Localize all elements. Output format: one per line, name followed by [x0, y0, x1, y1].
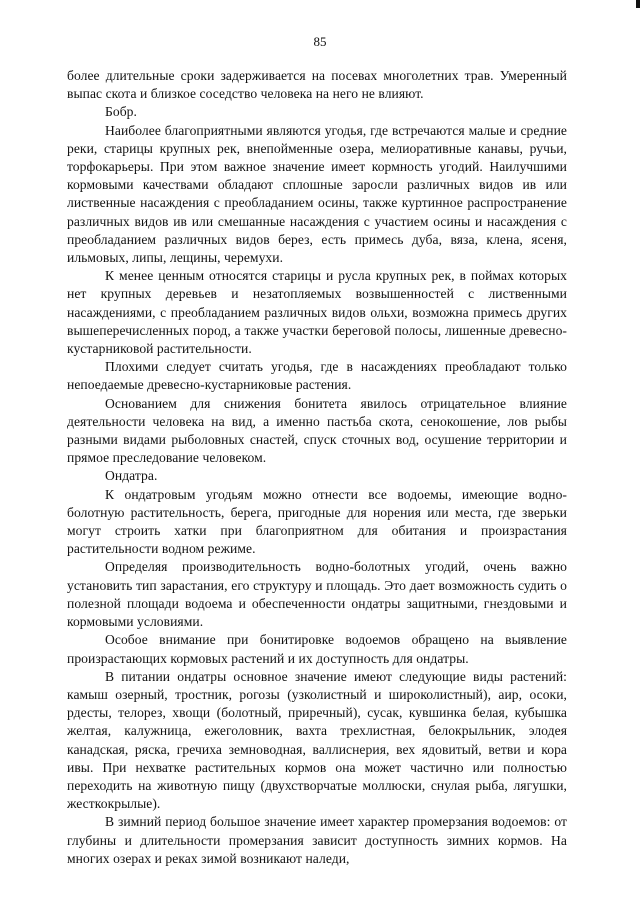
paragraph-continuation: более длительные сроки задерживается на посевах многолетних трав. Умеренный выпас скота и близкое соседство человека на него не влияют. — [67, 68, 567, 102]
section-heading-beaver: Бобр. — [105, 104, 137, 120]
paragraph: В питании ондатры основное значение имеют следующие виды растений: камыш озерный, тростник, рогозы (узколистный и широколистный), аир, осоки, рдесты, телорез, хвощи (болотный, приречный), сусак, кувшинка белая, кубышка желтая, калужница, ежеголовник, вахта трехлистная, белокрыльник, элодея канадская, ряска, гречиха земноводная, валлиснерия, вех ядовитый, ветви и кора ивы. При нехватке растительных кормов она может частично или полностью переходить на животную пищу (двухстворчатые моллюски, снулая рыба, лягушки, жесткокрылые). — [67, 668, 567, 812]
paragraph: Плохими следует считать угодья, где в насаждениях преобладают только непоедаемые древесно-кустарниковые растения. — [67, 359, 567, 393]
paragraph: Определяя производительность водно-болотных угодий, очень важно установить тип зарастания, его структуру и площадь. Это дает возможность судить о полезной площади водоема и обеспеченности ондатры защитными, гнездовыми и кормовыми условиями. — [67, 559, 567, 630]
paragraph: Основанием для снижения бонитета явилось отрицательное влияние деятельности человека на вид, а именно пастьба скота, сенокошение, лов рыбы разными видами рыболовных снастей, спуск сточных вод, осушение территории и прямое преследование человеком. — [67, 395, 567, 466]
paragraph: К менее ценным относятся старицы и русла крупных рек, в поймах которых нет крупных деревьев и незатопляемых возвышенностей с лиственными насаждениями, с преобладанием различных видов ольхи, возможна примесь других вышеперечисленных пород, а также участки береговой полосы, лишенные древесно-кустарниковой растительности. — [67, 268, 567, 357]
document-body — [67, 67, 567, 868]
page-number: 85 — [313, 34, 327, 49]
section-heading-muskrat: Ондатра. — [105, 468, 158, 484]
paragraph: В зимний период большое значение имеет характер промерзания водоемов: от глубины и длительности промерзания зависит доступность зимних кормов. На многих озерах и реках зимой возникают наледи, — [67, 814, 567, 866]
paragraph: Особое внимание при бонитировке водоемов обращено на выявление произрастающих кормовых растений и их доступность для ондатры. — [67, 632, 567, 666]
paragraph: К ондатровым угодьям можно отнести все водоемы, имеющие водно-болотную растительность, берега, пригодные для норения или места, где зверьки могут строить хатки при благоприятном для обитания и произрастания растительности водном режиме. — [67, 486, 567, 557]
paragraph: Наиболее благоприятными являются угодья, где встречаются малые и средние реки, старицы крупных рек, внепойменные озера, мелиоративные канавы, ручьи, торфокарьеры. При этом важное значение имеет кормность угодий. Наилучшими кормовыми качествами обладают сплошные заросли различных видов ив или лиственные насаждения с преобладанием осины, также куртинное распространение различных видов ив или смешанные насаждения с участием осины и насаждения с преобладанием различных видов берез, есть примесь дуба, вяза, клена, ясеня, ильмовых, липы, лещины, черемухи. — [67, 122, 567, 266]
page-edge-mark — [636, 0, 640, 8]
